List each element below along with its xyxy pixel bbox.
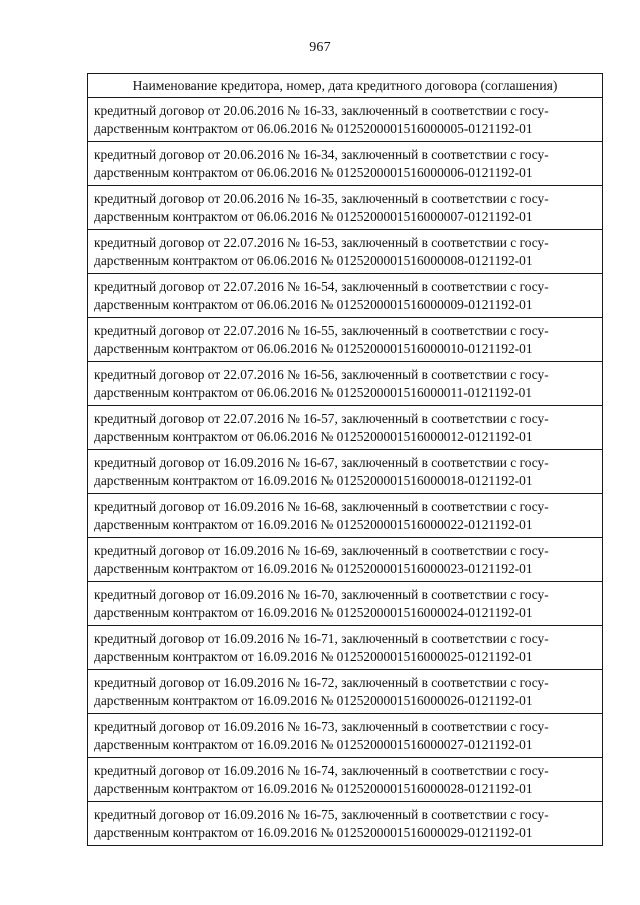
- row-line-1: кредитный договор от 22.07.2016 № 16-55, заключенный в соответствии с госу-: [94, 322, 549, 338]
- row-line-1: кредитный договор от 16.09.2016 № 16-70, заключенный в соответствии с госу-: [94, 586, 549, 602]
- table-cell: [88, 406, 603, 450]
- table-cell: [88, 582, 603, 626]
- table-cell: [88, 494, 603, 538]
- table-row: [88, 230, 603, 274]
- table-body: [88, 98, 603, 846]
- table-row: [88, 758, 603, 802]
- row-line-1: кредитный договор от 16.09.2016 № 16-67, заключенный в соответствии с госу-: [94, 454, 549, 470]
- row-line-1: кредитный договор от 16.09.2016 № 16-75, заключенный в соответствии с госу-: [94, 806, 549, 822]
- row-line-1: кредитный договор от 22.07.2016 № 16-54, заключенный в соответствии с госу-: [94, 278, 549, 294]
- row-line-2: дарственным контрактом от 06.06.2016 № 0125200001516000005-0121192-01: [94, 120, 533, 136]
- row-line-2: дарственным контрактом от 06.06.2016 № 0125200001516000011-0121192-01: [94, 384, 533, 400]
- row-line-1: кредитный договор от 16.09.2016 № 16-68, заключенный в соответствии с госу-: [94, 498, 549, 514]
- table-cell: [88, 538, 603, 582]
- row-line-1: кредитный договор от 22.07.2016 № 16-53, заключенный в соответствии с госу-: [94, 234, 549, 250]
- row-line-2: дарственным контрактом от 16.09.2016 № 0125200001516000023-0121192-01: [94, 560, 533, 576]
- table-cell: [88, 626, 603, 670]
- row-line-2: дарственным контрактом от 06.06.2016 № 0125200001516000008-0121192-01: [94, 252, 533, 268]
- table-row: [88, 98, 603, 142]
- table-row: [88, 538, 603, 582]
- row-line-1: кредитный договор от 22.07.2016 № 16-56, заключенный в соответствии с госу-: [94, 366, 549, 382]
- row-line-2: дарственным контрактом от 16.09.2016 № 0125200001516000025-0121192-01: [94, 648, 533, 664]
- row-line-2: дарственным контрактом от 16.09.2016 № 0125200001516000026-0121192-01: [94, 692, 533, 708]
- table-cell: [88, 230, 603, 274]
- table-row: [88, 582, 603, 626]
- row-line-2: дарственным контрактом от 16.09.2016 № 0125200001516000024-0121192-01: [94, 604, 533, 620]
- row-line-1: кредитный договор от 20.06.2016 № 16-35, заключенный в соответствии с госу-: [94, 190, 549, 206]
- table-row: [88, 318, 603, 362]
- table-header-row: [88, 74, 603, 98]
- table-cell: [88, 98, 603, 142]
- table-row: [88, 362, 603, 406]
- row-line-2: дарственным контрактом от 06.06.2016 № 0125200001516000007-0121192-01: [94, 208, 533, 224]
- table-cell: [88, 142, 603, 186]
- table-cell: [88, 274, 603, 318]
- table-cell: [88, 802, 603, 846]
- row-line-1: кредитный договор от 22.07.2016 № 16-57, заключенный в соответствии с госу-: [94, 410, 549, 426]
- table-row: [88, 802, 603, 846]
- row-line-2: дарственным контрактом от 16.09.2016 № 0125200001516000022-0121192-01: [94, 516, 533, 532]
- table-row: [88, 626, 603, 670]
- table-row: [88, 494, 603, 538]
- row-line-2: дарственным контрактом от 16.09.2016 № 0125200001516000018-0121192-01: [94, 472, 533, 488]
- table-row: [88, 186, 603, 230]
- table-row: [88, 450, 603, 494]
- row-line-1: кредитный договор от 16.09.2016 № 16-74, заключенный в соответствии с госу-: [94, 762, 549, 778]
- row-line-2: дарственным контрактом от 06.06.2016 № 0125200001516000012-0121192-01: [94, 428, 533, 444]
- row-line-1: кредитный договор от 16.09.2016 № 16-72, заключенный в соответствии с госу-: [94, 674, 549, 690]
- row-line-2: дарственным контрактом от 16.09.2016 № 0125200001516000027-0121192-01: [94, 736, 533, 752]
- table-cell: [88, 670, 603, 714]
- column-header: Наименование кредитора, номер, дата кредитного договора (соглашения): [88, 74, 603, 98]
- row-line-2: дарственным контрактом от 06.06.2016 № 0125200001516000009-0121192-01: [94, 296, 533, 312]
- creditors-table: [87, 73, 603, 846]
- table-cell: [88, 362, 603, 406]
- row-line-1: кредитный договор от 16.09.2016 № 16-73, заключенный в соответствии с госу-: [94, 718, 549, 734]
- row-line-2: дарственным контрактом от 06.06.2016 № 0125200001516000006-0121192-01: [94, 164, 533, 180]
- row-line-2: дарственным контрактом от 16.09.2016 № 0125200001516000029-0121192-01: [94, 824, 533, 840]
- table-cell: [88, 758, 603, 802]
- table-cell: [88, 318, 603, 362]
- row-line-1: кредитный договор от 16.09.2016 № 16-69, заключенный в соответствии с госу-: [94, 542, 549, 558]
- row-line-1: кредитный договор от 20.06.2016 № 16-34, заключенный в соответствии с госу-: [94, 146, 549, 162]
- row-line-1: кредитный договор от 20.06.2016 № 16-33, заключенный в соответствии с госу-: [94, 102, 549, 118]
- table-row: [88, 274, 603, 318]
- row-line-2: дарственным контрактом от 06.06.2016 № 0125200001516000010-0121192-01: [94, 340, 533, 356]
- row-line-1: кредитный договор от 16.09.2016 № 16-71, заключенный в соответствии с госу-: [94, 630, 549, 646]
- table-cell: [88, 186, 603, 230]
- table-cell: [88, 450, 603, 494]
- table-row: [88, 406, 603, 450]
- row-line-2: дарственным контрактом от 16.09.2016 № 0125200001516000028-0121192-01: [94, 780, 533, 796]
- table-row: [88, 714, 603, 758]
- table-cell: [88, 714, 603, 758]
- table-row: [88, 142, 603, 186]
- page-number: 967: [309, 40, 331, 55]
- table-row: [88, 670, 603, 714]
